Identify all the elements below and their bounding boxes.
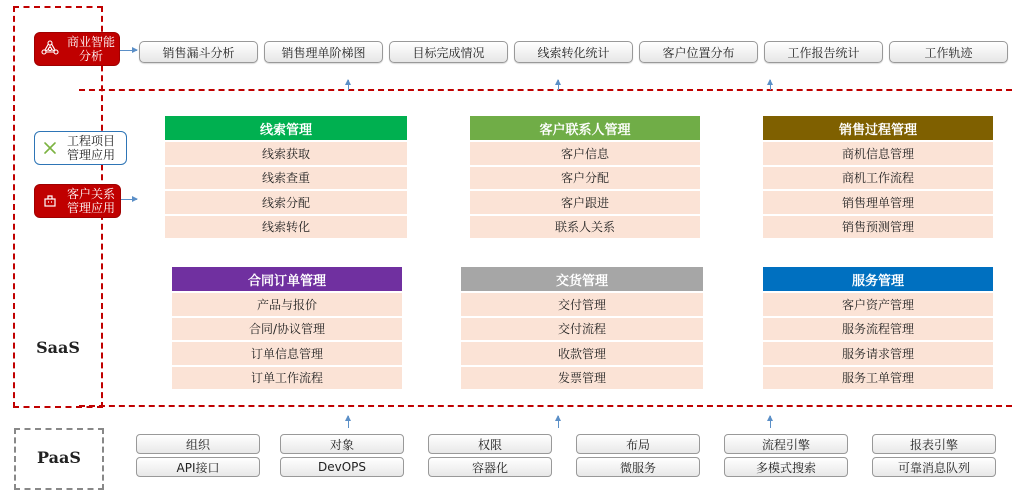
paas-item[interactable]: 多模式搜索 — [724, 457, 848, 477]
arrow-up — [770, 80, 771, 90]
module-item[interactable]: 收款管理 — [461, 342, 703, 365]
module-sales — [763, 116, 993, 238]
arrow-up — [348, 80, 349, 90]
paas-item[interactable]: 组织 — [136, 434, 260, 454]
module-item[interactable]: 销售理单管理 — [763, 191, 993, 214]
bi-item[interactable]: 客户位置分布 — [639, 41, 758, 63]
module-item[interactable]: 商机信息管理 — [763, 142, 993, 165]
app-project-label: 工程项目管理应用 — [66, 134, 115, 162]
app-crm[interactable] — [34, 184, 121, 218]
bi-item[interactable]: 工作报告统计 — [764, 41, 883, 63]
paas-item[interactable]: DevOPS — [280, 457, 404, 477]
paas-label: PaaS — [37, 448, 81, 467]
paas-item[interactable]: 流程引擎 — [724, 434, 848, 454]
arrow-up — [348, 416, 349, 428]
module-item[interactable]: 服务工单管理 — [763, 367, 993, 390]
module-item[interactable]: 线索查重 — [165, 167, 407, 190]
module-item[interactable]: 发票管理 — [461, 367, 703, 390]
module-item[interactable]: 销售预测管理 — [763, 216, 993, 239]
module-service — [763, 267, 993, 389]
saas-label: SaaS — [36, 338, 80, 357]
app-bi-label: 商业智能分析 — [66, 35, 115, 63]
module-item[interactable]: 线索分配 — [165, 191, 407, 214]
app-crm-label: 客户关系管理应用 — [66, 187, 115, 215]
module-lead — [165, 116, 407, 238]
paas-item[interactable]: 对象 — [280, 434, 404, 454]
arrow-up — [770, 416, 771, 428]
module-delivery — [461, 267, 703, 389]
building-icon — [41, 192, 59, 210]
paas-item[interactable]: 报表引擎 — [872, 434, 996, 454]
bi-item[interactable]: 目标完成情况 — [389, 41, 508, 63]
arrow-up — [558, 80, 559, 90]
bi-item[interactable]: 线索转化统计 — [514, 41, 633, 63]
arrow-up — [558, 416, 559, 428]
divider-top — [79, 89, 1012, 91]
paas-item[interactable]: API接口 — [136, 457, 260, 477]
paas-item[interactable]: 权限 — [428, 434, 552, 454]
module-title: 客户联系人管理 — [470, 116, 700, 140]
module-item[interactable]: 联系人关系 — [470, 216, 700, 239]
paas-item[interactable]: 容器化 — [428, 457, 552, 477]
module-item[interactable]: 订单信息管理 — [172, 342, 402, 365]
module-contract — [172, 267, 402, 389]
module-item[interactable]: 线索转化 — [165, 216, 407, 239]
divider-bottom — [79, 405, 1012, 407]
arrow-bi — [120, 50, 137, 51]
module-item[interactable]: 合同/协议管理 — [172, 318, 402, 341]
module-item[interactable]: 商机工作流程 — [763, 167, 993, 190]
module-item[interactable]: 订单工作流程 — [172, 367, 402, 390]
module-title: 线索管理 — [165, 116, 407, 140]
module-item[interactable]: 客户资产管理 — [763, 293, 993, 316]
bi-item[interactable]: 销售理单阶梯图 — [264, 41, 383, 63]
module-item[interactable]: 交付流程 — [461, 318, 703, 341]
paas-item[interactable]: 微服务 — [576, 457, 700, 477]
module-item[interactable]: 服务流程管理 — [763, 318, 993, 341]
module-title: 交货管理 — [461, 267, 703, 291]
arrow-crm — [121, 199, 137, 200]
module-item[interactable]: 交付管理 — [461, 293, 703, 316]
bi-item[interactable]: 工作轨迹 — [889, 41, 1008, 63]
module-item[interactable]: 客户分配 — [470, 167, 700, 190]
app-project[interactable] — [34, 131, 127, 165]
paas-item[interactable]: 可靠消息队列 — [872, 457, 996, 477]
module-item[interactable]: 服务请求管理 — [763, 342, 993, 365]
module-title: 销售过程管理 — [763, 116, 993, 140]
app-bi[interactable] — [34, 32, 120, 66]
module-item[interactable]: 产品与报价 — [172, 293, 402, 316]
tools-icon — [41, 139, 59, 157]
bi-item[interactable]: 销售漏斗分析 — [139, 41, 258, 63]
module-title: 服务管理 — [763, 267, 993, 291]
paas-item[interactable]: 布局 — [576, 434, 700, 454]
module-item[interactable]: 客户信息 — [470, 142, 700, 165]
module-customer — [470, 116, 700, 238]
network-icon — [41, 40, 59, 58]
module-item[interactable]: 客户跟进 — [470, 191, 700, 214]
module-title: 合同订单管理 — [172, 267, 402, 291]
module-item[interactable]: 线索获取 — [165, 142, 407, 165]
